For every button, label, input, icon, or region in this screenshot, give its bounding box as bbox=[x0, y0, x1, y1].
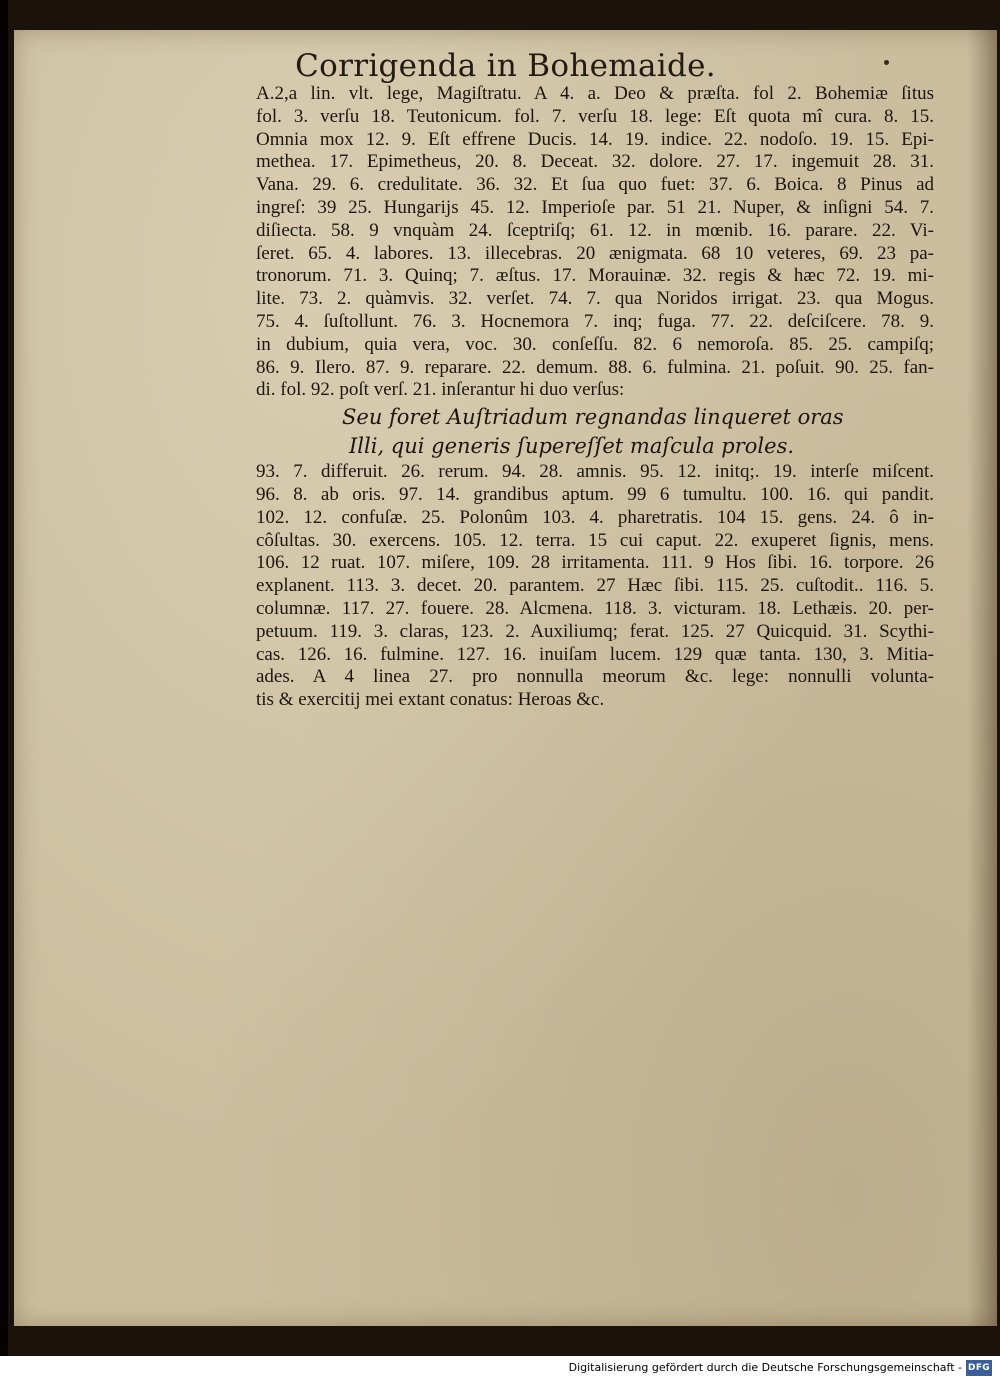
dfg-logo: DFG bbox=[966, 1360, 992, 1376]
text-line: lite. 73. 2. quàmvis. 32. verſet. 74. 7. qua Noridos irrigat. 23. qua Mogus. bbox=[256, 288, 934, 310]
verse-line: Seu foret Auſtriadum regnandas linqueret oras bbox=[342, 405, 844, 430]
text-line: ſeret. 65. 4. labores. 13. illecebras. 20 ænigmata. 68 10 veteres, 69. 23 pa- bbox=[256, 242, 934, 264]
text-line: tis & exercitij mei extant conatus: Heroas &c. bbox=[256, 689, 605, 711]
text-line: tronorum. 71. 3. Quinq; 7. æſtus. 17. Morauinæ. 32. regis & hæc 72. 19. mi- bbox=[256, 265, 934, 287]
book-edge bbox=[0, 0, 8, 1356]
page-gutter-shadow bbox=[967, 30, 997, 1326]
text-line: diſiecta. 58. 9 vnquàm 24. ſceptriſq; 61. 12. in mœnib. 16. parare. 22. Vi- bbox=[256, 219, 934, 241]
digitization-footer bbox=[0, 1356, 1000, 1382]
page-title: Corrigenda in Bohemaide. bbox=[295, 48, 716, 84]
corrigenda-text bbox=[256, 83, 934, 712]
text-line: 86. 9. Ilero. 87. 9. reparare. 22. demum. 88. 6. fulmina. 21. poſuit. 90. 25. fan- bbox=[256, 356, 934, 378]
text-line: 75. 4. ſuſtollunt. 76. 3. Hocnemora 7. inq; fuga. 77. 22. deſciſcere. 78. 9. bbox=[256, 310, 934, 332]
text-line: cas. 126. 16. fulmine. 127. 16. inuiſam lucem. 129 quæ tanta. 130, 3. Mitia- bbox=[256, 643, 934, 665]
text-line: methea. 17. Epimetheus, 20. 8. Deceat. 32. dolore. 27. 17. ingemuit 28. 31. bbox=[256, 151, 934, 173]
text-line: columnæ. 117. 27. fouere. 28. Alcmena. 118. 3. victuram. 18. Lethæis. 20. per- bbox=[256, 597, 934, 619]
inserted-verses bbox=[256, 403, 934, 461]
text-line: explanent. 113. 3. decet. 20. parantem. 27 Hæc ſibi. 115. 25. cuſtodit.. 116. 5. bbox=[256, 575, 934, 597]
funding-note: Digitalisierung gefördert durch die Deutsche Forschungsgemeinschaft - bbox=[568, 1361, 962, 1374]
text-line: 106. 12 ruat. 107. miſere, 109. 28 irritamenta. 111. 9 Hos ſibi. 16. torpore. 26 bbox=[256, 552, 934, 574]
text-line: 102. 12. confuſæ. 25. Polonûm 103. 4. pharetratis. 104 15. gens. 24. ô in- bbox=[256, 506, 934, 528]
book-page bbox=[14, 30, 997, 1326]
text-line: petuum. 119. 3. claras, 123. 2. Auxiliumq; ferat. 125. 27 Quicquid. 31. Scythi- bbox=[256, 620, 934, 642]
text-line: Vana. 29. 6. credulitate. 36. 32. Et ſua quo fuet: 37. 6. Boica. 8 Pinus ad bbox=[256, 174, 934, 196]
text-line: di. fol. 92. poſt verſ. 21. inſerantur hi duo verſus: bbox=[256, 379, 625, 401]
verse-line: Illi, qui generis ſupereſſet maſcula proles. bbox=[349, 434, 795, 459]
text-line: ades. A 4 linea 27. pro nonnulla meorum &c. lege: nonnulli volunta- bbox=[256, 666, 934, 688]
text-line: 96. 8. ab oris. 97. 14. grandibus aptum. 99 6 tumultu. 100. 16. qui pandit. bbox=[256, 483, 934, 505]
text-line: ingreſ: 39 25. Hungarijs 45. 12. Imperioſe par. 51 21. Nuper, & inſigni 54. 7. bbox=[256, 196, 934, 218]
text-line: in dubium, quia vera, voc. 30. conſeſſu. 82. 6 nemoroſa. 85. 25. campiſq; bbox=[256, 333, 934, 355]
text-line: Omnia mox 12. 9. Eſt effrene Ducis. 14. 19. indice. 22. nodoſo. 19. 15. Epi- bbox=[256, 128, 934, 150]
text-line: fol. 3. verſu 18. Teutonicum. fol. 7. verſu 18. lege: Eſt quota mî cura. 8. 15. bbox=[256, 105, 934, 127]
errata-lines-before bbox=[256, 83, 934, 402]
errata-lines-after bbox=[256, 461, 934, 712]
text-line: 93. 7. differuit. 26. rerum. 94. 28. amnis. 95. 12. initq;. 19. interſe miſcent. bbox=[256, 461, 934, 483]
text-line: A.2,a lin. vlt. lege, Magiſtratu. A 4. a. Deo & præſta. fol 2. Bohemiæ ſitus bbox=[256, 83, 934, 104]
text-line: côſultas. 30. exercens. 105. 12. terra. 15 cui caput. 22. exuperet ſignis, mens. bbox=[256, 529, 934, 551]
